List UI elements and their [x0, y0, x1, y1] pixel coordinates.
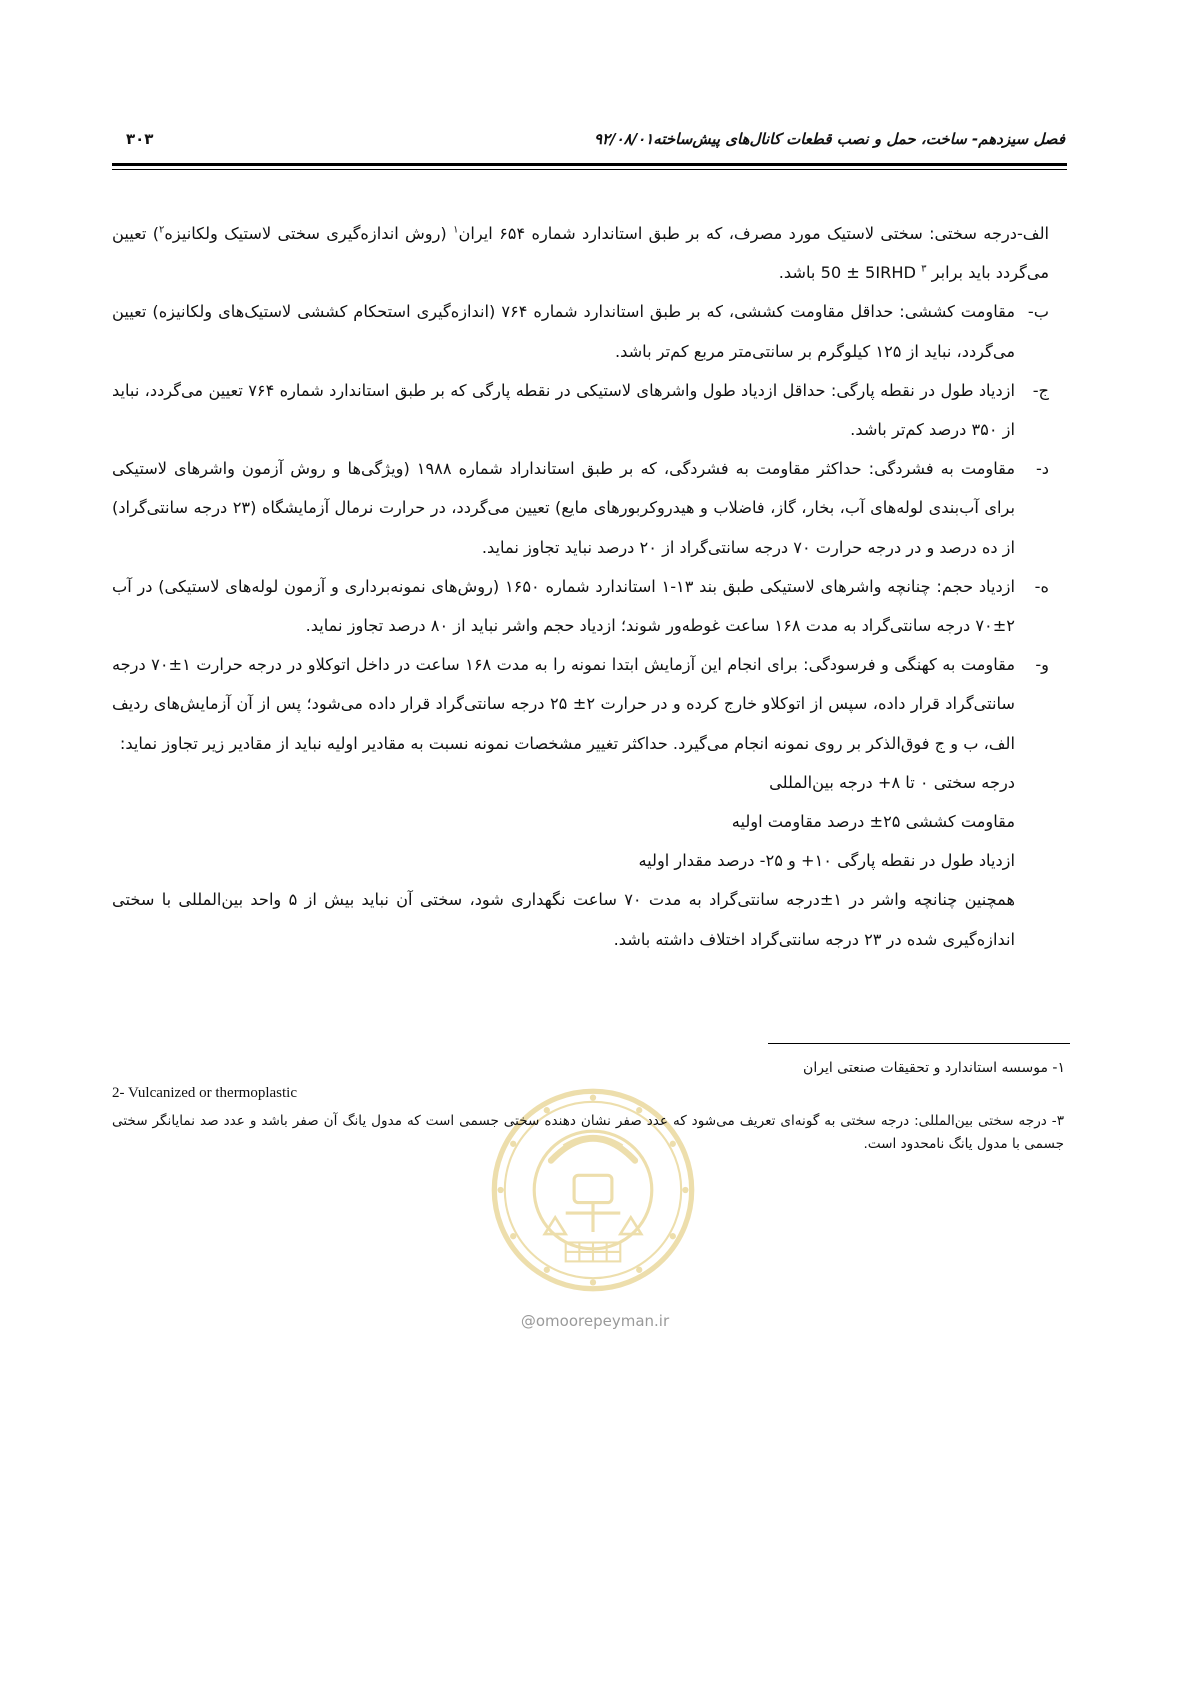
limit-hardness: درجه سختی ۰ تا ۸+ درجه بین‌المللی	[769, 772, 1015, 792]
alef-text-d: باشد.	[778, 263, 821, 283]
document-body	[112, 214, 1049, 959]
footnote-1: ۱- موسسه استاندارد و تحقیقات صنعتی ایران	[803, 1060, 1065, 1076]
paragraph-alef	[112, 214, 1049, 292]
item-marker: و-	[1035, 655, 1049, 675]
list-item-dal	[112, 449, 1049, 567]
list-item-jim	[112, 371, 1049, 449]
list-item-vav	[112, 645, 1049, 763]
closing-paragraph: همچنین چنانچه واشر در ۱±درجه سانتی‌گراد به مدت ۷۰ ساعت نگهداری شود، سختی آن نباید بیش از ۵ واحد بین‌المللی با سختی اندازه‌گیری شده در ۲۳ درجه سانتی‌گراد اختلاف داشته باشد.	[112, 890, 1016, 949]
hardness-formula: 50 ± 5IRHD	[820, 263, 916, 283]
limit-elongation: ازدیاد طول در نقطه پارگی ۱۰+ و ۲۵- درصد مقدار اولیه	[638, 851, 1015, 871]
item-marker: ب-	[1027, 302, 1049, 322]
item-text: ازدیاد طول در نقطه پارگی: حداقل ازدیاد طول واشرهای لاستیکی در نقطه پارگی که بر طبق استاندارد شماره ۷۶۴ تعیین می‌گردد، نباید از ۳۵۰ درصد کم‌تر باشد.	[112, 380, 1015, 440]
alef-text-a: الف-درجه سختی: سختی لاستیک مورد مصرف، که بر طبق استاندارد شماره ۶۵۴ ایران	[458, 224, 1049, 243]
alef-text-c: ) تعیین می‌گردد باید برابر	[112, 224, 1049, 283]
alef-text-b: (روش اندازه‌گیری سختی لاستیک ولکانیزه	[164, 224, 454, 243]
footnote-2: 2- Vulcanized or thermoplastic	[112, 1085, 298, 1101]
limit-tensile: مقاومت کششی ۲۵± درصد مقاومت اولیه	[731, 812, 1015, 832]
header-rule-thin	[112, 169, 1067, 170]
footnote-ref-3: ۳	[921, 263, 927, 275]
item-marker: د-	[1035, 459, 1049, 479]
watermark-url: @omoorepeyman.ir	[520, 1312, 670, 1330]
list-item-he	[112, 567, 1049, 645]
item-text: مقاومت کششی: حداقل مقاومت کششی، که بر طبق استاندارد شماره ۷۶۴ (اندازه‌گیری استحکام کششی لاستیک‌های ولکانیزه) تعیین می‌گردد، نباید از ۱۲۵ کیلوگرم بر سانتی‌متر مربع کم‌تر باشد.	[112, 302, 1015, 361]
item-text: ازدیاد حجم: چنانچه واشرهای لاستیکی طبق بند ۱۳-۱ استاندارد شماره ۱۶۵۰ (روش‌های نمونه‌برداری و آزمون لوله‌های لاستیکی) در آب ۲±۷۰ درجه سانتی‌گراد به مدت ۱۶۸ ساعت غوطه‌ور شوند؛ ازدیاد حجم واشر نباید از ۸۰ درصد تجاوز نماید.	[112, 576, 1015, 636]
item-marker: ه-	[1034, 576, 1049, 596]
item-text: مقاومت به کهنگی و فرسودگی: برای انجام این آزمایش ابتدا نمونه را به مدت ۱۶۸ ساعت در داخل اتوکلاو در درجه حرارت ۱±۷۰ درجه سانتی‌گراد قرار داده، سپس از اتوکلاو خارج کرده و در حرارت ۲± ۲۵ درجه سانتی‌گراد قرار داده می‌شود؛ پس از آن آزمایش‌های ردیف الف، ب و ج فوق‌الذکر بر روی نمونه انجام می‌گیرد. حداکثر تغییر مشخصات نمونه نسبت به مقادیر اولیه نباید از مقادیر زیر تجاوز نماید:	[112, 655, 1015, 753]
page-number: ۳۰۳	[126, 130, 154, 148]
footnote-ref-2: ۲	[159, 224, 165, 236]
header-rule-thick	[112, 163, 1067, 166]
footnote-separator	[768, 1043, 1070, 1044]
footnote-3: ۳- درجه سختی بین‌المللی: درجه سختی به گونه‌ای تعریف می‌شود که عدد صفر نشان دهنده سختی جسمی است که مدول یانگ آن صفر باشد و عدد صد نمایانگر سختی جسمی با مدول یانگ نامحدود است.	[112, 1113, 1064, 1152]
item-marker: ج-	[1032, 380, 1049, 400]
chapter-title: فصل سیزدهم- ساخت، حمل و نصب قطعات کانال‌های پیش‌ساخته۹۲/۰۸/۰۱	[593, 130, 1065, 148]
item-text: مقاومت به فشردگی: حداکثر مقاومت به فشردگی، که بر طبق استانداراد شماره ۱۹۸۸ (ویژگی‌ها و روش آزمون واشرهای لاستیکی برای آب‌بندی لوله‌های آب، بخار، گاز، فاضلاب و هیدروکربورهای مایع) تعیین می‌گردد، در حرارت نرمال آزمایشگاه (۲۳ درجه سانتی‌گراد) از ده درصد و در درجه حرارت ۷۰ درجه سانتی‌گراد از ۲۰ درصد نباید تجاوز نماید.	[112, 459, 1015, 557]
footnote-ref-1: ۱	[453, 224, 459, 236]
list-item-be	[112, 292, 1049, 370]
